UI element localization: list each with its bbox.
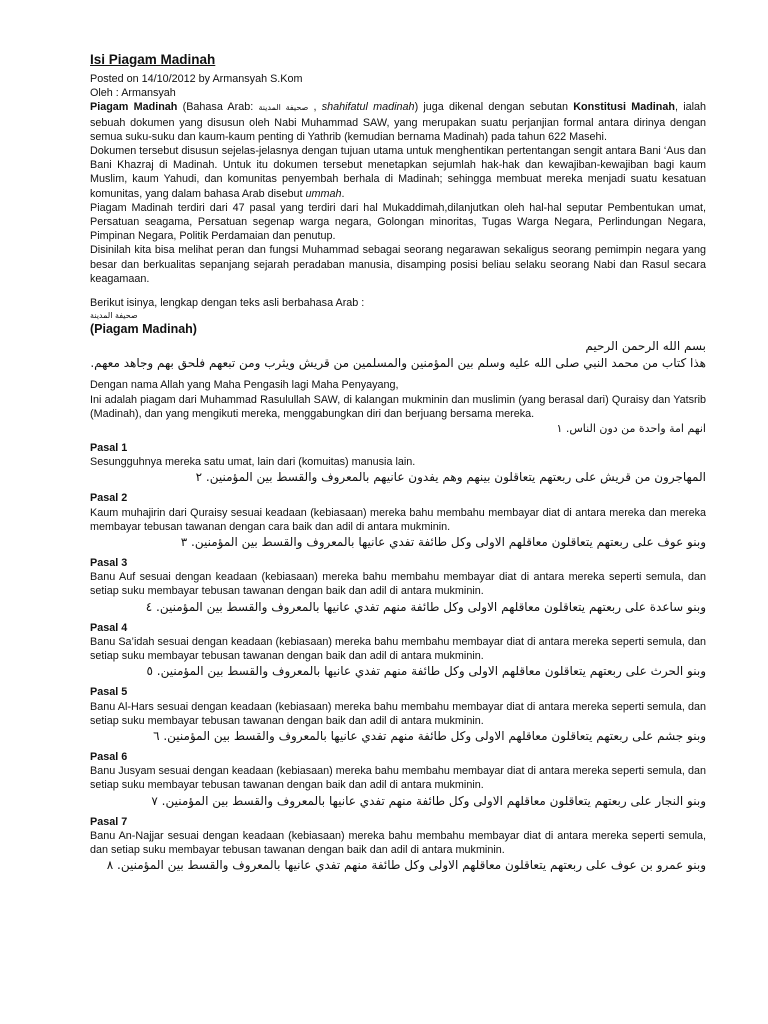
intro-text-2: , bbox=[308, 101, 322, 114]
pasal-text: Kaum muhajirin dari Quraisy sesuai keadaan (kebiasaan) mereka bahu membahu membayar diat di antara mereka dan mereka membayar tebusan tawanan dengan cara baik dan adil di antara mukminin. bbox=[90, 506, 706, 533]
document-page bbox=[90, 52, 706, 874]
intro-arabic-term: صحيفة المدينة bbox=[258, 103, 309, 113]
intro-text-1: (Bahasa Arab: bbox=[177, 101, 259, 114]
pasal-arabic: المهاجرون من قريش على ربعتهم يتعاقلون بينهم وهم يفدون عانيهم بالمعروف والقسط بين المؤمنين. ٢ bbox=[195, 470, 706, 485]
opening-translation-2: Ini adalah piagam dari Muhammad Rasulullah SAW, di kalangan mukminin dan muslimin (yang berasal dari) Quraisy dan Yatsrib (Madinah), dan yang mengikuti mereka, menggabungkan diri dan berjuang bersama mereka. bbox=[90, 393, 706, 420]
pasal-title: Pasal 7 bbox=[90, 815, 128, 828]
p2-text: Dokumen tersebut disusun sejelas-jelasnya dengan tujuan utama untuk menghentikan pertentangan sengit antara Bani ‘Aus dan Bani Khazraj di Madinah. Untuk itu dokumen tersebut menetapkan sejumlah hak-hak dan kewajiban-kewajiban bagi kaum Muslim, kaum Yahudi, dan komunitas penyembah berhala di Madinah; sehingga membuat mereka menjadi suatu kesatuan komunitas, yang dalam bahasa Arab disebut bbox=[90, 145, 706, 200]
intro-text-3: ) juga dikenal dengan sebutan bbox=[414, 101, 574, 114]
paragraph-5: Berikut isinya, lengkap dengan teks asli berbahasa Arab : bbox=[90, 297, 365, 310]
pasal-text: Sesungguhnya mereka satu umat, lain dari (komuitas) manusia lain. bbox=[90, 456, 416, 469]
p2-end: . bbox=[341, 187, 345, 200]
pasal-text: Banu Jusyam sesuai dengan keadaan (kebiasaan) mereka bahu membahu membayar diat di antara mereka seperti semula, dan setiap suku membayar tebusan tawanan dengan baik dan adil di antara mukminin. bbox=[90, 765, 706, 792]
intro-bold-term-2: Konstitusi Madinah bbox=[573, 101, 676, 114]
opening-translation: Dengan nama Allah yang Maha Pengasih lagi Maha Penyayang, bbox=[90, 379, 399, 392]
pasal-arabic: وبنو جشم على ربعتهم يتعاقلون معاقلهم الاولى وكل طائفة منهم تفدي عانيها بالمعروف والقسط بين المؤمنين. ٦ bbox=[153, 728, 706, 743]
piagam-heading: (Piagam Madinah) bbox=[90, 322, 197, 337]
pasal-text: Banu An-Najjar sesuai dengan keadaan (kebiasaan) mereka bahu membahu membayar diat di antara mereka seperti semula, dan setiap suku membayar tebusan tawanan dengan baik dan adil di antara mukminin. bbox=[90, 829, 706, 856]
post-meta: Posted on 14/10/2012 by Armansyah S.Kom bbox=[90, 73, 303, 85]
page-title: Isi Piagam Madinah bbox=[90, 52, 216, 67]
pasal-arabic: وبنو عمرو بن عوف على ربعتهم يتعاقلون معاقلهم الاولى وكل طائفة منهم تفدي عانيها بالمعروف والقسط بين المؤمنين. ٨ bbox=[106, 858, 706, 873]
pasal-list bbox=[90, 441, 706, 874]
pasal-title: Pasal 5 bbox=[90, 686, 128, 699]
pasal-text: Banu Sa’idah sesuai dengan keadaan (kebiasaan) mereka bahu membahu membayar diat di antara mereka seperti semula, dan setiap suku membayar tebusan tawanan dengan baik dan adil di antara mukminin. bbox=[90, 635, 706, 663]
paragraph-4: Disinilah kita bisa melihat peran dan fungsi Muhammad sebagai seorang negarawan sekaligus seorang pemimpin negara yang besar dan berkualitas sepanjang sejarah peradaban manusia, disamping posisi beliau selaku seorang Nabi dan Rasul secara keagamaan. bbox=[90, 244, 706, 285]
pasal-text: Banu Al-Hars sesuai dengan keadaan (kebiasaan) mereka bahu membahu membayar diat di antara mereka seperti semula, dan setiap suku membayar tebusan tawanan dengan baik dan adil di antara mukminin. bbox=[90, 700, 706, 727]
pasal-arabic: وبنو النجار على ربعتهم يتعاقلون معاقلهم الاولى وكل طائفة منهم تفدي عانيها بالمعروف والقسط بين المؤمنين. ٧ bbox=[151, 793, 706, 808]
paragraph-3: Piagam Madinah terdiri dari 47 pasal yang terdiri dari hal Mukaddimah,dilanjutkan oleh hal-hal seputar Pembentukan umat, Persatuan seagama, Persatuan segenap warga negara, Golongan minoritas, Tugas Warga Negara, Perlindungan Negara, Pimpinan Negara, Politik Perdamaian dan penutup. bbox=[90, 201, 706, 243]
author-line: Oleh : Armansyah bbox=[90, 87, 176, 100]
pasal-title: Pasal 3 bbox=[90, 557, 128, 570]
pasal-title: Pasal 1 bbox=[90, 442, 128, 455]
pasal-title: Pasal 6 bbox=[90, 750, 128, 763]
pasal-title: Pasal 4 bbox=[90, 621, 128, 634]
pasal-text: Banu Auf sesuai dengan keadaan (kebiasaan) mereka bahu membahu membayar diat di antara mereka seperti semula, dan setiap suku membayar tebusan tawanan dengan baik dan adil di antara mukminin. bbox=[90, 571, 706, 598]
intro-text-4: , ialah sebuah dokumen yang disusun oleh Nabi Muhammad SAW, yang merupakan suatu perjanjian formal antara dirinya dengan semua suku-suku dan kaum-kaum penting di Yathrib (kemudian bernama Madinah) pada tahun 622 Masehi. bbox=[90, 101, 707, 143]
ummah-arabic: انهم امة واحدة من دون الناس. ١ bbox=[556, 422, 706, 436]
pasal-arabic: وبنو عوف على ربعتهم يتعاقلون معاقلهم الاولى وكل طائفة تفدي عانيها بالمعروف والقسط بين المؤمنين. ٣ bbox=[180, 535, 706, 550]
pasal-arabic: وبنو الحرث على ربعتهم يتعاقلون معاقلهم الاولى وكل طائفة منهم تفدي عانيها بالمعروف والقسط بين المؤمنين. ٥ bbox=[146, 664, 706, 679]
p2-italic: ummah bbox=[305, 187, 342, 200]
intro-bold-term: Piagam Madinah bbox=[90, 101, 178, 114]
basmalah: بسم الله الرحمن الرحيم bbox=[585, 339, 706, 354]
pasal-arabic: وبنو ساعدة على ربعتهم يتعاقلون معاقلهم الاولى وكل طائفة منهم تفدي عانيها بالمعروف والقسط بين المؤمنين. ٤ bbox=[145, 599, 706, 614]
paragraph-2 bbox=[90, 144, 706, 201]
opening-arabic: هذا كتاب من محمد النبي صلى الله عليه وسلم بين المؤمنين والمسلمين من قريش ويثرب ومن تبعهم فلحق بهم وجاهد معهم. bbox=[90, 356, 706, 371]
p5-arabic: صحيفة المدينة bbox=[90, 311, 138, 321]
pasal-title: Pasal 2 bbox=[90, 492, 128, 505]
intro-italic-term: shahifatul madinah bbox=[321, 101, 415, 114]
intro-paragraph bbox=[90, 100, 706, 144]
